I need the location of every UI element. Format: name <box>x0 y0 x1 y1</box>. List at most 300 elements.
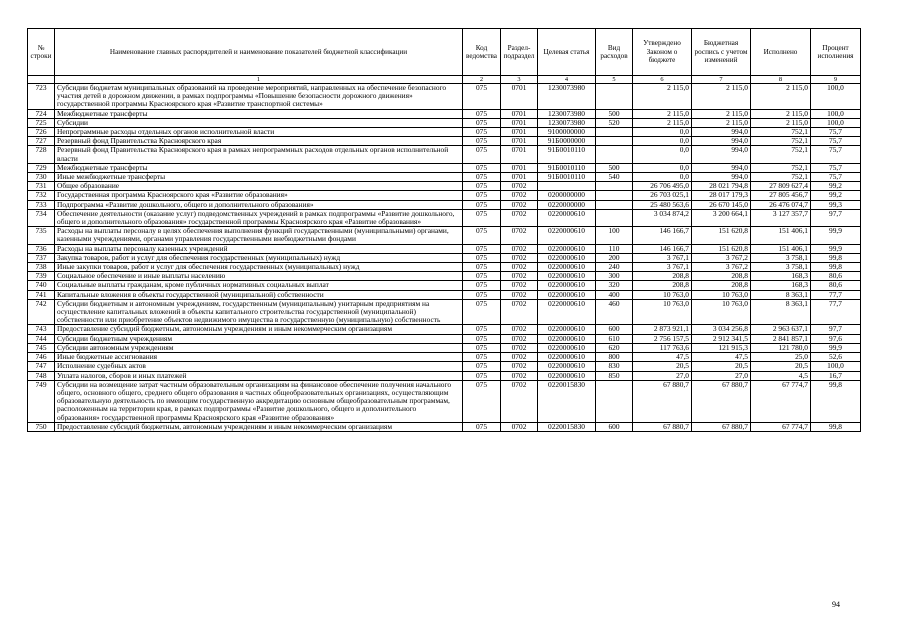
row-number: 732 <box>28 191 55 200</box>
row-executed: 752,1 <box>751 163 811 172</box>
row-schedule: 994,0 <box>692 163 751 172</box>
row-code: 075 <box>463 299 501 325</box>
row-percent: 100,0 <box>811 118 861 127</box>
row-code: 075 <box>463 146 501 163</box>
row-percent: 75,7 <box>811 173 861 182</box>
row-target: 91Б0010110 <box>538 173 596 182</box>
row-type: 520 <box>596 118 633 127</box>
row-approved: 10 763,0 <box>633 290 692 299</box>
row-type: 500 <box>596 163 633 172</box>
table-row <box>28 272 861 281</box>
row-target: 0220000610 <box>538 353 596 362</box>
table-row <box>28 191 861 200</box>
row-schedule: 121 915,3 <box>692 343 751 352</box>
table-row <box>28 353 861 362</box>
row-schedule: 3 767,2 <box>692 263 751 272</box>
table-row <box>28 422 861 431</box>
row-target: 9100000000 <box>538 128 596 137</box>
row-schedule: 151 620,8 <box>692 244 751 253</box>
row-target: 0220000610 <box>538 362 596 371</box>
row-name: Государственная программа Красноярского края «Развитие образования» <box>55 191 463 200</box>
row-executed: 168,3 <box>751 281 811 290</box>
row-percent: 97,6 <box>811 334 861 343</box>
row-approved: 2 115,0 <box>633 84 692 110</box>
row-approved: 10 763,0 <box>633 299 692 325</box>
colnum: 1 <box>55 76 463 84</box>
table-row <box>28 227 861 244</box>
row-type: 300 <box>596 272 633 281</box>
row-number: 725 <box>28 118 55 127</box>
row-type <box>596 209 633 226</box>
row-target: 0220000000 <box>538 200 596 209</box>
row-name: Субсидии <box>55 118 463 127</box>
table-row <box>28 118 861 127</box>
row-schedule: 27,0 <box>692 371 751 380</box>
row-executed: 752,1 <box>751 128 811 137</box>
row-executed: 27 809 627,4 <box>751 182 811 191</box>
colnum: 6 <box>633 76 692 84</box>
row-percent: 80,6 <box>811 272 861 281</box>
row-code: 075 <box>463 334 501 343</box>
row-executed: 3 758,1 <box>751 253 811 262</box>
row-target: 0220000610 <box>538 334 596 343</box>
row-code: 075 <box>463 109 501 118</box>
table-row <box>28 200 861 209</box>
row-number: 741 <box>28 290 55 299</box>
row-type <box>596 182 633 191</box>
row-name: Расходы на выплаты персоналу в целях обеспечения выполнения функций государственными (муниципальными) органами, казенными учреждениями, органами управления государственными внебюджетными фондами <box>55 227 463 244</box>
table-row <box>28 299 861 325</box>
row-executed: 27 805 456,7 <box>751 191 811 200</box>
row-percent: 99,8 <box>811 253 861 262</box>
row-number: 743 <box>28 325 55 334</box>
row-executed: 67 774,7 <box>751 380 811 422</box>
row-approved: 2 756 157,5 <box>633 334 692 343</box>
row-number: 733 <box>28 200 55 209</box>
row-approved: 208,8 <box>633 281 692 290</box>
row-name: Субсидии бюджетным учреждениям <box>55 334 463 343</box>
row-code: 075 <box>463 380 501 422</box>
row-executed: 151 406,1 <box>751 244 811 253</box>
row-type: 610 <box>596 334 633 343</box>
row-number: 739 <box>28 272 55 281</box>
row-section: 0702 <box>501 244 538 253</box>
row-code: 075 <box>463 263 501 272</box>
row-name: Субсидии на возмещение затрат частным образовательным организациям на финансовое обеспечение получения начального общего, основного общего, среднего общего образования в частных общеобразовательных организациях, осуществляющим образовательную деятельность по имеющим государственную аккредитацию основным общеобразовательным программам, расположенным на территории края, в рамках подпрограммы «Развитие дошкольного, общего и дополнительного образования» государственной программы Красноярского края «Развитие образования» <box>55 380 463 422</box>
row-schedule: 2 912 341,5 <box>692 334 751 343</box>
row-section: 0701 <box>501 173 538 182</box>
table-row <box>28 182 861 191</box>
row-type: 200 <box>596 253 633 262</box>
row-executed: 2 115,0 <box>751 118 811 127</box>
row-section: 0702 <box>501 281 538 290</box>
row-type <box>596 84 633 110</box>
row-type: 800 <box>596 353 633 362</box>
row-section: 0701 <box>501 128 538 137</box>
row-code: 075 <box>463 191 501 200</box>
row-number: 742 <box>28 299 55 325</box>
row-section: 0702 <box>501 200 538 209</box>
table-row <box>28 371 861 380</box>
row-section: 0702 <box>501 263 538 272</box>
row-number: 748 <box>28 371 55 380</box>
row-approved: 0,0 <box>633 173 692 182</box>
row-type: 110 <box>596 244 633 253</box>
row-approved: 2 115,0 <box>633 118 692 127</box>
row-number: 731 <box>28 182 55 191</box>
row-number: 724 <box>28 109 55 118</box>
row-target: 0220000610 <box>538 325 596 334</box>
row-number: 726 <box>28 128 55 137</box>
row-type: 600 <box>596 422 633 431</box>
colnum: 7 <box>692 76 751 84</box>
row-number: 740 <box>28 281 55 290</box>
row-percent: 100,0 <box>811 362 861 371</box>
row-schedule: 2 115,0 <box>692 118 751 127</box>
row-schedule: 994,0 <box>692 137 751 146</box>
row-name: Расходы на выплаты персоналу казенных учреждений <box>55 244 463 253</box>
row-approved: 26 706 495,0 <box>633 182 692 191</box>
row-section: 0702 <box>501 299 538 325</box>
row-percent: 16,7 <box>811 371 861 380</box>
row-schedule: 3 767,2 <box>692 253 751 262</box>
colnum: 8 <box>751 76 811 84</box>
row-schedule: 3 034 256,8 <box>692 325 751 334</box>
row-schedule: 994,0 <box>692 173 751 182</box>
budget-table <box>27 28 861 432</box>
row-target: 91Б0010110 <box>538 163 596 172</box>
row-schedule: 151 620,8 <box>692 227 751 244</box>
row-percent: 77,7 <box>811 290 861 299</box>
row-target: 0220000610 <box>538 244 596 253</box>
row-percent: 75,7 <box>811 146 861 163</box>
row-code: 075 <box>463 173 501 182</box>
row-code: 075 <box>463 272 501 281</box>
table-row <box>28 253 861 262</box>
row-number: 749 <box>28 380 55 422</box>
row-executed: 151 406,1 <box>751 227 811 244</box>
row-section: 0701 <box>501 137 538 146</box>
row-code: 075 <box>463 118 501 127</box>
row-approved: 2 115,0 <box>633 109 692 118</box>
table-row <box>28 173 861 182</box>
row-code: 075 <box>463 163 501 172</box>
row-executed: 2 841 857,1 <box>751 334 811 343</box>
row-name: Закупка товаров, работ и услуг для обеспечения государственных (муниципальных) нужд <box>55 253 463 262</box>
row-executed: 26 476 074,7 <box>751 200 811 209</box>
row-name: Общее образование <box>55 182 463 191</box>
row-number: 744 <box>28 334 55 343</box>
row-percent: 100,0 <box>811 84 861 110</box>
row-name: Непрограммные расходы отдельных органов исполнительной власти <box>55 128 463 137</box>
row-number: 750 <box>28 422 55 431</box>
row-target: 0220000610 <box>538 253 596 262</box>
row-approved: 3 767,1 <box>633 263 692 272</box>
row-number: 745 <box>28 343 55 352</box>
row-executed: 20,5 <box>751 362 811 371</box>
row-target: 0220000610 <box>538 281 596 290</box>
row-executed: 3 127 357,7 <box>751 209 811 226</box>
header-code: Код ведомства <box>463 29 501 76</box>
row-number: 730 <box>28 173 55 182</box>
row-approved: 47,5 <box>633 353 692 362</box>
row-type: 500 <box>596 109 633 118</box>
row-name: Субсидии бюджетным и автономным учреждениям, государственным (муниципальным) унитарным предприятиям на осуществление капитальных вложений в объекты капитального строительства государственной (муниципальной) собственности или приобретение объектов недвижимого имущества в государственную (муниципальную) собственность <box>55 299 463 325</box>
row-type: 540 <box>596 173 633 182</box>
row-code: 075 <box>463 325 501 334</box>
row-schedule: 994,0 <box>692 128 751 137</box>
row-type <box>596 128 633 137</box>
row-number: 746 <box>28 353 55 362</box>
row-percent: 99,9 <box>811 244 861 253</box>
table-row <box>28 84 861 110</box>
table-row <box>28 209 861 226</box>
row-type: 400 <box>596 290 633 299</box>
row-target: 0220000610 <box>538 227 596 244</box>
row-type: 240 <box>596 263 633 272</box>
table-row <box>28 163 861 172</box>
row-number: 723 <box>28 84 55 110</box>
colnum: 3 <box>501 76 538 84</box>
row-target: 0220000610 <box>538 209 596 226</box>
row-name: Резервный фонд Правительства Красноярского края <box>55 137 463 146</box>
row-name: Капитальные вложения в объекты государственной (муниципальной) собственности <box>55 290 463 299</box>
table-row <box>28 325 861 334</box>
row-executed: 8 363,1 <box>751 299 811 325</box>
row-schedule: 28 017 179,3 <box>692 191 751 200</box>
table-row <box>28 343 861 352</box>
row-name: Обеспечение деятельности (оказание услуг) подведомственных учреждений в рамках подпрограммы «Развитие дошкольного, общего и дополнительного образования» государственной программы Красноярского края «Развитие образования» <box>55 209 463 226</box>
row-approved: 3 034 874,2 <box>633 209 692 226</box>
row-name: Межбюджетные трансферты <box>55 109 463 118</box>
row-code: 075 <box>463 281 501 290</box>
row-percent: 80,6 <box>811 281 861 290</box>
row-schedule: 20,5 <box>692 362 751 371</box>
row-name: Иные бюджетные ассигнования <box>55 353 463 362</box>
row-type <box>596 380 633 422</box>
row-name: Подпрограмма «Развитие дошкольного, общего и дополнительного образования» <box>55 200 463 209</box>
row-number: 728 <box>28 146 55 163</box>
row-executed: 168,3 <box>751 272 811 281</box>
row-name: Субсидии автономным учреждениям <box>55 343 463 352</box>
row-executed: 3 758,1 <box>751 263 811 272</box>
row-number: 735 <box>28 227 55 244</box>
row-name: Субсидии бюджетам муниципальных образований на проведение мероприятий, направленных на обеспечение безопасного участия детей в дорожном движении, в рамках подпрограммы «Повышение безопасности дорожного движения» государственной программы Красноярского края «Развитие транспортной системы» <box>55 84 463 110</box>
row-section: 0702 <box>501 371 538 380</box>
row-approved: 0,0 <box>633 137 692 146</box>
row-code: 075 <box>463 362 501 371</box>
row-type: 460 <box>596 299 633 325</box>
row-target: 0220000610 <box>538 343 596 352</box>
row-schedule: 10 763,0 <box>692 290 751 299</box>
row-target: 91Б0010110 <box>538 146 596 163</box>
row-name: Межбюджетные трансферты <box>55 163 463 172</box>
row-section: 0702 <box>501 353 538 362</box>
row-approved: 67 880,7 <box>633 422 692 431</box>
row-executed: 752,1 <box>751 146 811 163</box>
header-name: Наименование главных распорядителей и наименование показателей бюджетной классификации <box>55 29 463 76</box>
row-section: 0702 <box>501 362 538 371</box>
row-percent: 75,7 <box>811 128 861 137</box>
row-target: 0220000610 <box>538 263 596 272</box>
row-percent: 97,7 <box>811 325 861 334</box>
row-executed: 67 774,7 <box>751 422 811 431</box>
row-code: 075 <box>463 200 501 209</box>
row-executed: 4,5 <box>751 371 811 380</box>
row-target <box>538 182 596 191</box>
row-percent: 99,8 <box>811 380 861 422</box>
header-section: Раздел-подраздел <box>501 29 538 76</box>
row-code: 075 <box>463 137 501 146</box>
row-target: 0220000610 <box>538 371 596 380</box>
row-section: 0702 <box>501 380 538 422</box>
colnum: 4 <box>538 76 596 84</box>
table-row <box>28 380 861 422</box>
header-type: Вид расходов <box>596 29 633 76</box>
row-section: 0702 <box>501 182 538 191</box>
row-executed: 752,1 <box>751 137 811 146</box>
row-approved: 146 166,7 <box>633 227 692 244</box>
row-section: 0701 <box>501 118 538 127</box>
row-type: 830 <box>596 362 633 371</box>
row-target: 0220015830 <box>538 380 596 422</box>
row-section: 0702 <box>501 290 538 299</box>
row-executed: 2 115,0 <box>751 109 811 118</box>
header-schedule: Бюджетная роспись с учетом изменений <box>692 29 751 76</box>
row-schedule: 3 200 664,1 <box>692 209 751 226</box>
row-percent: 75,7 <box>811 137 861 146</box>
row-name: Уплата налогов, сборов и иных платежей <box>55 371 463 380</box>
page-number: 94 <box>832 600 840 609</box>
row-percent: 99,9 <box>811 343 861 352</box>
row-schedule: 67 880,7 <box>692 380 751 422</box>
row-approved: 146 166,7 <box>633 244 692 253</box>
row-approved: 0,0 <box>633 163 692 172</box>
row-executed: 121 780,0 <box>751 343 811 352</box>
row-type <box>596 191 633 200</box>
row-percent: 99,8 <box>811 263 861 272</box>
row-name: Исполнение судебных актов <box>55 362 463 371</box>
row-approved: 26 703 025,1 <box>633 191 692 200</box>
row-schedule: 28 021 794,8 <box>692 182 751 191</box>
header-approved: Утверждено Законом о бюджете <box>633 29 692 76</box>
table-row <box>28 137 861 146</box>
row-type <box>596 200 633 209</box>
colnum: 2 <box>463 76 501 84</box>
row-target: 0220000610 <box>538 272 596 281</box>
table-row <box>28 146 861 163</box>
row-approved: 25 480 563,6 <box>633 200 692 209</box>
row-section: 0701 <box>501 84 538 110</box>
row-section: 0702 <box>501 334 538 343</box>
row-name: Резервный фонд Правительства Красноярского края в рамках непрограммных расходов отдельных органов исполнительной власти <box>55 146 463 163</box>
row-percent: 77,7 <box>811 299 861 325</box>
row-code: 075 <box>463 422 501 431</box>
row-section: 0701 <box>501 146 538 163</box>
row-section: 0701 <box>501 109 538 118</box>
row-schedule: 2 115,0 <box>692 84 751 110</box>
colnum: 5 <box>596 76 633 84</box>
row-section: 0701 <box>501 163 538 172</box>
row-name: Предоставление субсидий бюджетным, автономным учреждениям и иным некоммерческим организациям <box>55 325 463 334</box>
row-approved: 3 767,1 <box>633 253 692 262</box>
header-executed: Исполнено <box>751 29 811 76</box>
row-percent: 97,7 <box>811 209 861 226</box>
table-row <box>28 334 861 343</box>
colnum <box>28 76 55 84</box>
row-executed: 752,1 <box>751 173 811 182</box>
row-executed: 25,0 <box>751 353 811 362</box>
row-name: Иные межбюджетные трансферты <box>55 173 463 182</box>
row-section: 0702 <box>501 209 538 226</box>
row-section: 0702 <box>501 272 538 281</box>
row-code: 075 <box>463 253 501 262</box>
row-code: 075 <box>463 84 501 110</box>
row-target: 91Б0000000 <box>538 137 596 146</box>
row-number: 747 <box>28 362 55 371</box>
row-approved: 0,0 <box>633 128 692 137</box>
row-section: 0702 <box>501 227 538 244</box>
row-section: 0702 <box>501 343 538 352</box>
row-target: 1230073980 <box>538 109 596 118</box>
row-schedule: 10 763,0 <box>692 299 751 325</box>
header-percent: Процент исполнения <box>811 29 861 76</box>
row-type: 620 <box>596 343 633 352</box>
row-code: 075 <box>463 182 501 191</box>
header-target: Целевая статья <box>538 29 596 76</box>
row-approved: 27,0 <box>633 371 692 380</box>
row-schedule: 67 880,7 <box>692 422 751 431</box>
row-section: 0702 <box>501 325 538 334</box>
table-row <box>28 263 861 272</box>
row-type <box>596 137 633 146</box>
row-executed: 2 963 637,1 <box>751 325 811 334</box>
row-percent: 99,3 <box>811 200 861 209</box>
row-approved: 0,0 <box>633 146 692 163</box>
row-approved: 67 880,7 <box>633 380 692 422</box>
row-name: Социальные выплаты гражданам, кроме публичных нормативных социальных выплат <box>55 281 463 290</box>
row-section: 0702 <box>501 191 538 200</box>
row-schedule: 47,5 <box>692 353 751 362</box>
row-executed: 2 115,0 <box>751 84 811 110</box>
row-number: 737 <box>28 253 55 262</box>
row-type <box>596 146 633 163</box>
row-approved: 20,5 <box>633 362 692 371</box>
row-code: 075 <box>463 209 501 226</box>
table-row <box>28 281 861 290</box>
row-section: 0702 <box>501 422 538 431</box>
row-code: 075 <box>463 227 501 244</box>
table-row <box>28 290 861 299</box>
row-schedule: 2 115,0 <box>692 109 751 118</box>
row-target: 1230073980 <box>538 84 596 110</box>
header-no: № строки <box>28 29 55 76</box>
row-code: 075 <box>463 343 501 352</box>
row-name: Предоставление субсидий бюджетным, автономным учреждениям и иным некоммерческим организациям <box>55 422 463 431</box>
colnum: 9 <box>811 76 861 84</box>
row-schedule: 26 670 145,0 <box>692 200 751 209</box>
row-name: Социальное обеспечение и иные выплаты населению <box>55 272 463 281</box>
table-row <box>28 109 861 118</box>
row-code: 075 <box>463 371 501 380</box>
header-row <box>28 29 861 76</box>
row-target: 0220000610 <box>538 290 596 299</box>
row-section: 0702 <box>501 253 538 262</box>
row-target: 0200000000 <box>538 191 596 200</box>
row-schedule: 994,0 <box>692 146 751 163</box>
row-type: 100 <box>596 227 633 244</box>
row-code: 075 <box>463 290 501 299</box>
